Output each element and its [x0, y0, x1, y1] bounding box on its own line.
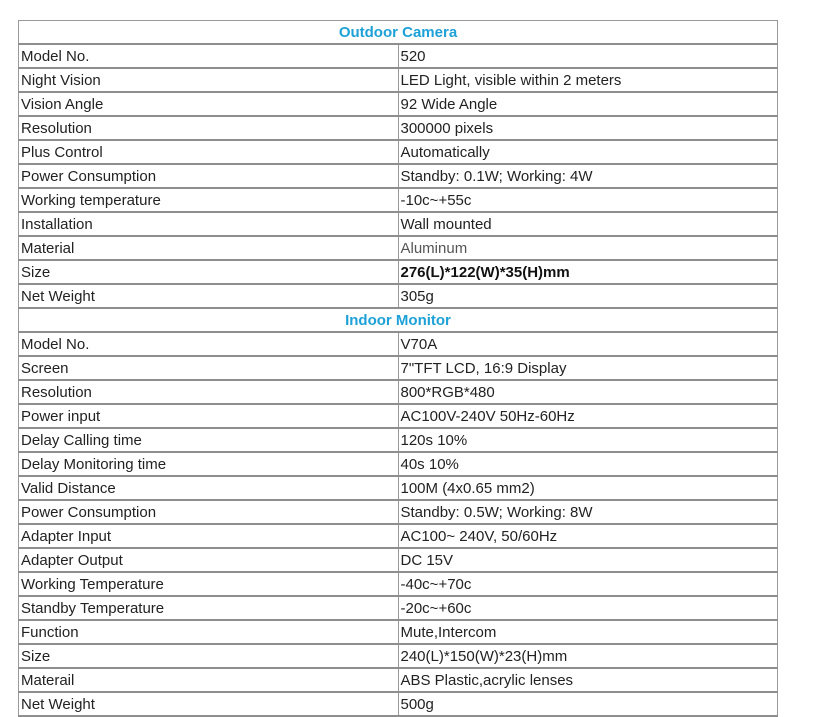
row-label: Working Temperature [19, 572, 399, 596]
row-value: 276(L)*122(W)*35(H)mm [398, 260, 778, 284]
row-value: 300000 pixels [398, 116, 778, 140]
table-row [19, 620, 778, 644]
section-title-indoor-monitor: Indoor Monitor [19, 308, 778, 332]
row-value: 40s 10% [398, 452, 778, 476]
table-row [19, 404, 778, 428]
row-label: Size [19, 644, 399, 668]
table-row [19, 356, 778, 380]
section-header-row [19, 21, 778, 45]
row-value: 520 [398, 44, 778, 68]
row-value: Automatically [398, 140, 778, 164]
row-label: Model No. [19, 332, 399, 356]
row-value: Aluminum [398, 236, 778, 260]
table-row [19, 452, 778, 476]
table-row [19, 116, 778, 140]
row-value: 500g [398, 692, 778, 716]
row-label: Installation [19, 212, 399, 236]
table-row [19, 260, 778, 284]
table-row [19, 332, 778, 356]
row-value: AC100V-240V 50Hz-60Hz [398, 404, 778, 428]
table-row [19, 140, 778, 164]
row-value: ABS Plastic,acrylic lenses [398, 668, 778, 692]
table-row [19, 500, 778, 524]
row-label: Power input [19, 404, 399, 428]
spec-table-body [19, 21, 778, 717]
table-row [19, 548, 778, 572]
spec-table [18, 20, 778, 717]
row-label: Valid Distance [19, 476, 399, 500]
row-label: Delay Monitoring time [19, 452, 399, 476]
row-label: Size [19, 260, 399, 284]
row-value: Standby: 0.1W; Working: 4W [398, 164, 778, 188]
row-label: Adapter Output [19, 548, 399, 572]
row-value: 240(L)*150(W)*23(H)mm [398, 644, 778, 668]
row-value: 92 Wide Angle [398, 92, 778, 116]
section-title-outdoor-camera: Outdoor Camera [19, 21, 778, 45]
row-value: 100M (4x0.65 mm2) [398, 476, 778, 500]
row-value: Wall mounted [398, 212, 778, 236]
row-label: Standby Temperature [19, 596, 399, 620]
row-label: Plus Control [19, 140, 399, 164]
row-label: Function [19, 620, 399, 644]
row-value: 120s 10% [398, 428, 778, 452]
table-row [19, 236, 778, 260]
table-row [19, 188, 778, 212]
row-value: Standby: 0.5W; Working: 8W [398, 500, 778, 524]
row-value: LED Light, visible within 2 meters [398, 68, 778, 92]
row-value: -40c~+70c [398, 572, 778, 596]
row-label: Adapter Input [19, 524, 399, 548]
row-label: Model No. [19, 44, 399, 68]
table-row [19, 428, 778, 452]
table-row [19, 44, 778, 68]
row-value: -20c~+60c [398, 596, 778, 620]
row-label: Working temperature [19, 188, 399, 212]
table-row [19, 596, 778, 620]
table-row [19, 164, 778, 188]
row-value: V70A [398, 332, 778, 356]
row-label: Vision Angle [19, 92, 399, 116]
table-row [19, 212, 778, 236]
row-label: Night Vision [19, 68, 399, 92]
row-value: DC 15V [398, 548, 778, 572]
table-row [19, 68, 778, 92]
row-value: -10c~+55c [398, 188, 778, 212]
row-label: Materail [19, 668, 399, 692]
row-label: Resolution [19, 380, 399, 404]
row-label: Net Weight [19, 284, 399, 308]
row-value: AC100~ 240V, 50/60Hz [398, 524, 778, 548]
section-header-row [19, 308, 778, 332]
table-row [19, 284, 778, 308]
row-value: 305g [398, 284, 778, 308]
row-value: Mute,Intercom [398, 620, 778, 644]
row-value: 800*RGB*480 [398, 380, 778, 404]
row-label: Screen [19, 356, 399, 380]
row-label: Power Consumption [19, 164, 399, 188]
table-row [19, 380, 778, 404]
row-label: Material [19, 236, 399, 260]
table-row [19, 692, 778, 716]
table-row [19, 644, 778, 668]
table-row [19, 668, 778, 692]
row-value: 7"TFT LCD, 16:9 Display [398, 356, 778, 380]
table-row [19, 572, 778, 596]
table-row [19, 524, 778, 548]
row-label: Resolution [19, 116, 399, 140]
table-row [19, 92, 778, 116]
row-label: Power Consumption [19, 500, 399, 524]
row-label: Net Weight [19, 692, 399, 716]
table-row [19, 476, 778, 500]
row-label: Delay Calling time [19, 428, 399, 452]
